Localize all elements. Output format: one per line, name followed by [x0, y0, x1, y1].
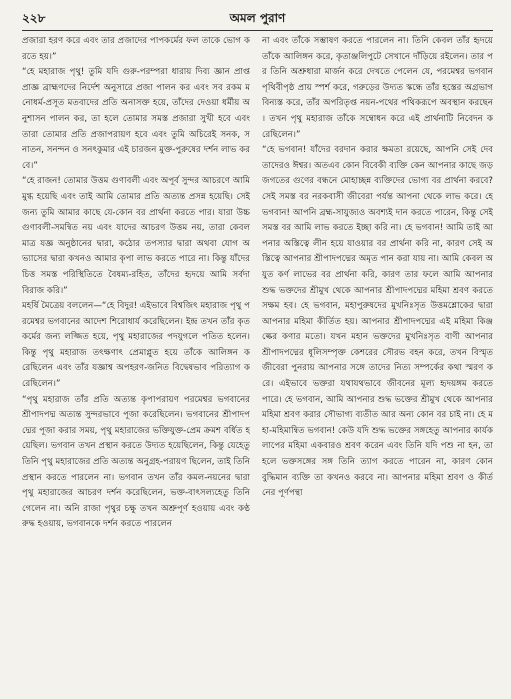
page-header [22, 8, 493, 30]
paragraph: “হে মহারাজ পৃথু! তুমি যদি গুরু-পরম্পরা ধারায় দিব্য জ্ঞান প্রাপ্ত প্রাজ্ঞ ব্রাহ্মণদের নির্দেশ অনুসারে প্রজা পালন কর এবং সব রকম মনোধর্ম-প্রসূত মতবাদের প্রতি অনাসক্ত হয়ে, তাঁদের দেওয়া ধর্মীয় অনুশাসন পালন কর, তা হলে তোমার সমস্ত প্রজারা সুখী হবে এবং তারা তোমার প্রতি প্রজাপরায়ণ হবে এবং তুমি অচিরেই সনক, সনাতন, সনন্দন ও সনৎকুমার এই চারজন মুক্ত-পুরুষের দর্শন লাভ করবে।” [22, 67, 250, 171]
paragraph: প্রজারা হরণ করে এবং তার প্রজাদের পাপকর্মের ফল তাকে ভোগ করতে হয়।” [22, 36, 250, 62]
paragraph: “পৃথু মহারাজ তাঁর প্রতি অত্যন্ত কৃপাপরায়ণ পরমেশ্বর ভগবানের শ্রীপাদপদ্ম অত্যন্ত সুন্দরভাবে পূজা করেছিলেন। ভগবানের শ্রীপাদপদ্মের পূজা করার সময়, পৃথু মহারাজের ভক্তিযুক্ত-প্রেম ক্রমশ বর্ধিত হয়েছিল। ভগবান তখন প্রস্থান করতে উদ্যত হয়েছিলেন, কিন্তু যেহেতু তিনি পৃথু মহারাজের প্রতি অত্যন্ত অনুগ্রহ-পরায়ণ ছিলেন, তাই তিনি প্রস্থান করতে পারলেন না। ভগবান তখন তাঁর কমল-নয়নের দ্বারা পৃথু মহারাজের আচরণ দর্শন করেছিলেন, ভক্ত-বাৎসল্যহেতু তিনি গেলেন না। অনি রাজা পৃথুর চক্ষু তখন অশ্রুপূর্ণ হওয়ায় এবং কণ্ঠ রুদ্ধ হওয়ায়, ভগবানকে দর্শন করতে পারলেন [22, 394, 250, 530]
paragraph: “হে রাজন! তোমার উত্তম গুণাবলী এবং অপূর্ব সুন্দর আচরণে আমি মুগ্ধ হয়েছি এবং তাই আমি তোমার প্রতি অত্যন্ত প্রসন্ন হয়েছি। সেই জন্য তুমি আমার কাছে যে-কোন বর প্রার্থনা করতে পার। যারা উচ্চগুণাবলী-সমন্বিত নয় এবং যাদের আচরণ উত্তম নয়, তারা কেবলমাত্র যজ্ঞ অনুষ্ঠানের দ্বারা, কঠোর তপস্যার দ্বারা অথবা যোগ অভ্যাসের দ্বারা কখনও আমার কৃপা লাভ করতে পারে না। কিন্তু যাঁদের চিত্ত সমস্ত পরিস্থিতিতে বৈষম্য-রহিত, তাঁদের হৃদয়ে আমি সর্বদা বিরাজ করি।” [22, 176, 250, 296]
left-column [22, 34, 250, 691]
page-number: ২২৮ [22, 11, 46, 25]
paragraph: মহর্ষি মৈত্রেয় বললেন—“হে বিদুর! এইভাবে বিশ্বজিৎ মহারাজ পৃথু পরমেশ্বর ভগবানের আদেশ শিরোধার্য করেছিলেন। ইন্দ্র তখন তাঁর কৃতকর্মের জন্য লজ্জিত হয়ে, পৃথু মহারাজের পদযুগলে পতিত হলেন। কিন্তু পৃথু মহারাজ তৎক্ষণাৎ প্রেমাপ্লুত হয়ে তাঁকে আলিঙ্গন করেছিলেন এবং তাঁর যজ্ঞাশ্ব অপহরণ-জনিত বিদ্বেষভাব পরিত্যাগ করেছিলেন।” [22, 301, 250, 390]
running-title: অমল পুরাণ [229, 11, 286, 25]
header-rule [22, 30, 493, 31]
paragraph: না এবং তাঁকে সম্ভাষণ করতে পারলেন না। তিনি কেবল তাঁর হৃদয়ে তাঁকে আলিঙ্গন করে, কৃতাঞ্জলিপুটে সেখানে দাঁড়িয়ে রইলেন। তার পর তিনি অশ্রুধারা মার্জন করে দেখতে পেলেন যে, পরমেশ্বর ভগবান পৃথিবীপৃষ্ঠ প্রায় স্পর্শ করে, গরুড়ের উদ্যত স্কন্ধে তাঁর হস্তের অগ্রভাগ বিন্যস্ত করে, তাঁর অপরিতৃপ্ত নয়ন-পথের পথিকরূপে অবস্থান করছেন। তখন পৃথু মহারাজ তাঁকে সম্বোধন করে এই প্রার্থনাটি নিবেদন করেছিলেন।” [262, 36, 493, 140]
paragraph: “হে ভগবান! যাঁদের বরদান করার ক্ষমতা রয়েছে, আপনি সেই দেবতাদেরও ঈশ্বর। অতএব কোন বিবেকী ব্যক্তি কেন আপনার কাছে জড় জগতের গুণের বন্ধনে মোহাচ্ছন্ন ব্যক্তিদের ভোগ্য বর প্রার্থনা করবে? সেই সমস্ত বর নরকবাসী জীবেরা পর্যন্ত আপনা থেকে লাভ করে। হে ভগবান! আপনি ব্রহ্ম-সাযুজ্যও অবশ্যই দান করতে পারেন, কিন্তু সেই সমস্ত বর আমি লাভ করতে ইচ্ছা করি না। হে ভগবান! আমি তাই আপনার অস্তিত্বে লীন হয়ে যাওয়ার বর প্রার্থনা করি না, কারণ সেই অস্তিত্বে আপনার শ্রীপাদপদ্মের অমৃত পান করা যায় না। আমি কেবল অযুত কর্ণ লাভের বর প্রার্থনা করি, কারণ তার ফলে আমি আপনার শুদ্ধ ভক্তদের শ্রীমুখ থেকে আপনার শ্রীপাদপদ্মের মহিমা শ্রবণ করতে সক্ষম হব। হে ভগবান, মহাপুরুষদের মুখনিঃসৃত উত্তমশ্লোকের দ্বারা আপনার মহিমা কীর্তিত হয়। আপনার শ্রীপাদপদ্মের এই মহিমা কিঞ্জল্কের কণার মতো। যখন মহান ভক্তদের মুখনিঃসৃত বাণী আপনার শ্রীপাদপদ্মের ধূলিসম্পৃক্ত কেশরের সৌরভ বহন করে, তখন বিস্মৃত জীবেরা পুনরায় আপনার সঙ্গে তাদের নিত্য সম্পর্কের কথা স্মরণ করে। এইভাবে ভক্তরা যথাযথভাবে জীবনের মূল্য হৃদয়ঙ্গম করতে পারে। হে ভগবান, আমি আপনার শুদ্ধ ভক্তের শ্রীমুখ থেকে আপনার মহিমা শ্রবণ করার সৌভাগ্য ব্যতীত আর অন্য কোন বর চাই না। হে মহা-মহিমান্বিত ভগবান! কেউ যদি শুদ্ধ ভক্তের সঙ্গহেতু আপনার কার্যকলাপের মহিমা একবারও শ্রবণ করেন এবং তিনি যদি পশু না হন, তা হলে ভক্তসঙ্গের সঙ্গ তিনি ত্যাগ করতে পারেন না, কারণ কোন বুদ্ধিমান ব্যক্তি তা কখনও করবে না। আপনার মহিমা শ্রবণ ও কীর্তনের পূর্ণপন্থা [262, 145, 493, 499]
right-column [262, 34, 493, 691]
